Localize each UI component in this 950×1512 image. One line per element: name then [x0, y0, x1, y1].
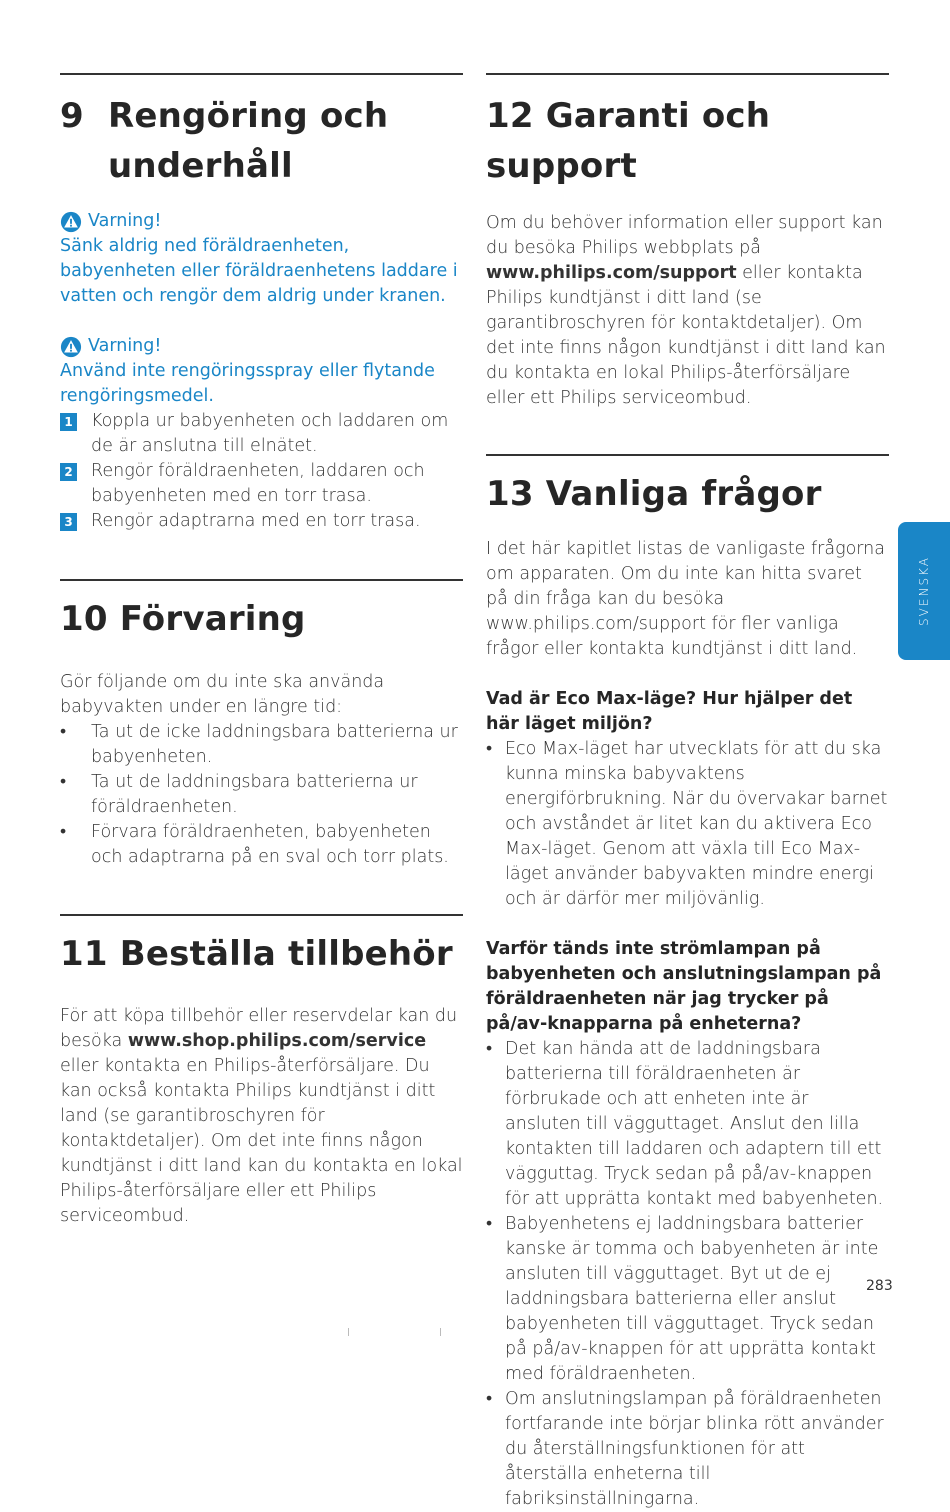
- support-link[interactable]: www.philips.com/support: [486, 263, 737, 283]
- warning-text: Sänk aldrig ned föräldraenheten, babyenheten eller föräldraenhetens laddare i vatten och rengör dem aldrig under kranen.: [60, 236, 458, 306]
- step-item: [60, 459, 463, 509]
- paragraph-text: eller kontakta en Philips-återförsäljare. Du kan också kontakta Philips kundtjänst i ditt land (se garantibroschyren för kontaktdetaljer). Om det inte finns någon kundtjänst i ditt land kan du kontakta en lokal Philips-återförsäljare eller ett Philips serviceombud.: [60, 1056, 463, 1226]
- page-number: 283: [866, 1278, 893, 1294]
- section-12-title: 12 Garanti och support: [486, 96, 771, 186]
- left-column: [60, 73, 463, 1229]
- warning-triangle-icon: [60, 336, 82, 358]
- list-item: [60, 720, 463, 770]
- section-rule: [60, 579, 463, 581]
- list-item-text: Om anslutningslampan på föräldraenheten fortfarande inte börjar blinka rött använder du återställningsfunktionen för att återställa enheterna till fabriksinställningarna.: [505, 1389, 884, 1509]
- step-text: Koppla ur babyenheten och laddaren om de är anslutna till elnätet.: [91, 411, 449, 456]
- list-item: [60, 820, 463, 870]
- section-rule: [486, 73, 889, 75]
- bullet-list: [60, 720, 463, 870]
- list-item-text: Det kan hända att de laddningsbara batterierna till föräldraenheten är förbrukade och att enheten inte är ansluten till vägguttaget. Anslut den lilla kontakten till laddaren och adaptern till ett vägguttag. Tryck sedan på på/av-knappen för att upprätta kontakt med babyenheten.: [505, 1039, 884, 1209]
- list-item: [486, 1212, 889, 1387]
- warning-triangle-icon: [60, 211, 82, 233]
- bullet-icon: •: [486, 1039, 493, 1059]
- bullet-icon: •: [486, 739, 493, 759]
- list-item-text: Ta ut de laddningsbara batterierna ur föräldraenheten.: [91, 772, 418, 817]
- crop-mark: [348, 1328, 349, 1336]
- step-number: 1: [60, 413, 77, 431]
- faq-question: Varför tänds inte strömlampan på babyenheten och anslutningslampan på föräldraenheten när jag trycker på på/av-knapparna på enheterna?: [486, 939, 882, 1034]
- bullet-icon: •: [60, 722, 67, 742]
- faq-answer-list: [486, 737, 889, 912]
- list-item-text: Babyenhetens ej laddningsbara batterier kanske är tomma och babyenheten är inte ansluten till vägguttaget. Byt ut de ej laddningsbara batterierna eller anslut babyenheten till vägguttaget. Tryck sedan på på/av-knappen för att upprätta kontakt med föräldraenheten.: [505, 1214, 879, 1384]
- bullet-icon: •: [486, 1214, 493, 1234]
- crop-mark: [440, 1328, 441, 1336]
- section-9-title: [60, 91, 463, 191]
- warning-text: Använd inte rengöringsspray eller flytande rengöringsmedel.: [60, 361, 435, 406]
- section-12-text: [486, 211, 889, 411]
- paragraph-text: Om du behöver information eller support kan du besöka Philips webbplats på: [486, 213, 883, 258]
- section-number: 9: [60, 96, 84, 136]
- warning-label: Varning!: [88, 336, 162, 356]
- section-10-intro: Gör följande om du inte ska använda babyvakten under en längre tid:: [60, 672, 385, 717]
- step-number: 3: [60, 513, 77, 531]
- section-10-title: 10 Förvaring: [60, 599, 306, 639]
- bullet-icon: •: [486, 1389, 493, 1409]
- warning-block-2: [60, 334, 463, 409]
- bullet-icon: •: [60, 772, 67, 792]
- warning-label: Varning!: [88, 211, 162, 231]
- list-item-text: Ta ut de icke laddningsbara batterierna ur babyenheten.: [91, 722, 458, 767]
- language-side-tab: [898, 522, 950, 660]
- step-text: Rengör adaptrarna med en torr trasa.: [91, 511, 421, 531]
- bullet-icon: •: [60, 822, 67, 842]
- section-13-intro: I det här kapitlet listas de vanligaste frågorna om apparaten. Om du inte kan hitta svaret på din fråga kan du besöka www.philips.com/support för fler vanliga frågor eller kontakta kundtjänst i ditt land.: [486, 539, 885, 659]
- paragraph-text: För att köpa tillbehör eller reservdelar kan du besöka: [60, 1006, 458, 1051]
- step-text: Rengör föräldraenheten, laddaren och babyenheten med en torr trasa.: [91, 461, 425, 506]
- step-item: [60, 409, 463, 459]
- warning-block-1: [60, 209, 463, 309]
- list-item: [60, 770, 463, 820]
- faq-answer-list: [486, 1037, 889, 1512]
- list-item: [486, 737, 889, 912]
- section-11-title: 11 Beställa tillbehör: [60, 934, 453, 974]
- right-column: [486, 73, 889, 1512]
- paragraph-text: eller kontakta Philips kundtjänst i ditt land (se garantibroschyren för kontaktdetaljer). Om det inte finns någon kundtjänst i ditt land kan du kontakta en lokal Philips-återförsäljare eller ett Philips serviceombud.: [486, 263, 886, 408]
- list-item-text: Förvara föräldraenheten, babyenheten och adaptrarna på en sval och torr plats.: [91, 822, 449, 867]
- shop-link[interactable]: www.shop.philips.com/service: [127, 1031, 427, 1051]
- section-11-text: [60, 1004, 463, 1229]
- section-rule: [60, 73, 463, 75]
- section-13-title: 13 Vanliga frågor: [486, 474, 822, 514]
- warning-heading: [60, 209, 463, 234]
- list-item: [486, 1387, 889, 1512]
- list-item: [486, 1037, 889, 1212]
- step-number: 2: [60, 463, 77, 481]
- faq-question: Vad är Eco Max-läge? Hur hjälper det här läget miljön?: [486, 689, 853, 734]
- list-item-text: Eco Max-läget har utvecklats för att du ska kunna minska babyvaktens energiförbrukning. När du övervakar barnet och avståndet är litet kan du aktivera Eco Max-läget. Genom att växla till Eco Max-läget använder babyvakten mindre energi och är därför mer miljövänlig.: [505, 739, 888, 909]
- warning-heading: [60, 334, 463, 359]
- section-rule: [486, 454, 889, 456]
- steps-list: [60, 409, 463, 534]
- section-rule: [60, 914, 463, 916]
- step-item: [60, 509, 463, 534]
- section-title-text: Rengöring och underhåll: [108, 96, 389, 186]
- language-label: SVENSKA: [917, 556, 931, 626]
